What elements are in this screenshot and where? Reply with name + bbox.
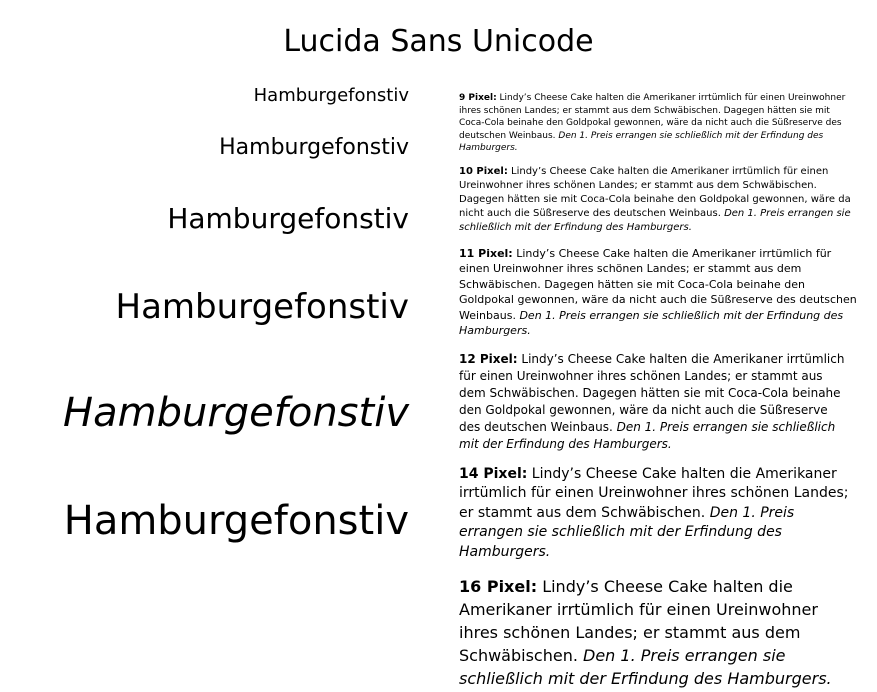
sample-text-large: Hamburgefonstiv <box>115 287 409 327</box>
sample-text-medium: Hamburgefonstiv <box>167 202 409 235</box>
paragraph-italic-text: Den 1. Preis errangen sie schließlich mit der Erfindung des Hamburgers. <box>459 308 844 337</box>
paragraph-italic-text: Den 1. Preis errangen sie schließlich mit der Erfindung des Hamburgers. <box>459 130 824 153</box>
paragraph-11px <box>459 246 863 339</box>
paragraph-12px <box>459 351 847 453</box>
paragraph-italic-text: Den 1. Preis errangen sie schließlich mit der Erfindung des Hamburgers. <box>459 207 851 233</box>
paragraph-16px <box>459 575 849 690</box>
paragraph-text: Lindy’s Cheese Cake halten die Amerikaner irrtümlich für einen Ureinwohner ihres schönen Landes; er stammt aus dem Schwäbischen. Dagegen hätten sie mit Coca-Cola beinahe den Goldpokal gewonnen, wäre da nicht auch die Süßreserve des deutschen Weinbaus. <box>459 165 851 219</box>
pixel-size-paragraphs <box>459 92 863 690</box>
paragraph-10px <box>459 165 853 235</box>
size-label: 9 Pixel: <box>459 93 497 103</box>
size-label: 11 Pixel: <box>459 246 513 260</box>
sample-text-bold: Hamburgefonstiv <box>63 498 409 544</box>
paragraph-14px <box>459 465 859 563</box>
paragraph-text: Lindy’s Cheese Cake halten die Amerikaner irrtümlich für einen Ureinwohner ihres schönen Landes; er stammt aus dem Schwäbischen. Dagegen hätten sie mit Coca-Cola beinahe den Goldpokal gewonnen, wäre da nicht auch die Süßreserve des deutschen Weinbaus. <box>459 93 846 141</box>
paragraph-italic-text: Den 1. Preis errangen sie schließlich mit der Erfindung des Hamburgers. <box>459 419 836 451</box>
paragraph-italic-text: Den 1. Preis errangen sie schließlich mit der Erfindung des Hamburgers. <box>459 504 795 560</box>
paragraph-italic-text: Den 1. Preis errangen sie schließlich mit der Erfindung des Hamburgers. <box>459 646 832 688</box>
page-title: Lucida Sans Unicode <box>283 24 594 59</box>
size-label: 12 Pixel: <box>459 351 518 366</box>
paragraph-text: Lindy’s Cheese Cake halten die Amerikaner irrtümlich für einen Ureinwohner ihres schönen Landes; er stammt aus dem Schwäbischen. <box>459 577 818 665</box>
font-samples <box>0 0 420 692</box>
size-label: 14 Pixel: <box>459 465 528 482</box>
sample-text-italic: Hamburgefonstiv <box>63 390 409 436</box>
size-label: 16 Pixel: <box>459 577 538 596</box>
paragraph-text: Lindy’s Cheese Cake halten die Amerikaner irrtümlich für einen Ureinwohner ihres schönen Landes; er stammt aus dem Schwäbischen. <box>459 465 849 521</box>
paragraph-text: Lindy’s Cheese Cake halten die Amerikaner irrtümlich für einen Ureinwohner ihres schönen Landes; er stammt aus dem Schwäbischen. Dagegen hätten sie mit Coca-Cola beinahe den Goldpokal gewonnen, wäre da nicht auch die Süßreserve des deutschen Weinbaus. <box>459 246 857 322</box>
paragraph-9px <box>459 92 849 155</box>
size-label: 10 Pixel: <box>459 165 508 177</box>
sample-text-medium-small: Hamburgefonstiv <box>219 135 409 160</box>
paragraph-text: Lindy’s Cheese Cake halten die Amerikaner irrtümlich für einen Ureinwohner ihres schönen Landes; er stammt aus dem Schwäbischen. Dagegen hätten sie mit Coca-Cola beinahe den Goldpokal gewonnen, wäre da nicht auch die Süßreserve des deutschen Weinbaus. <box>459 351 845 434</box>
sample-text-small: Hamburgefonstiv <box>253 85 409 106</box>
